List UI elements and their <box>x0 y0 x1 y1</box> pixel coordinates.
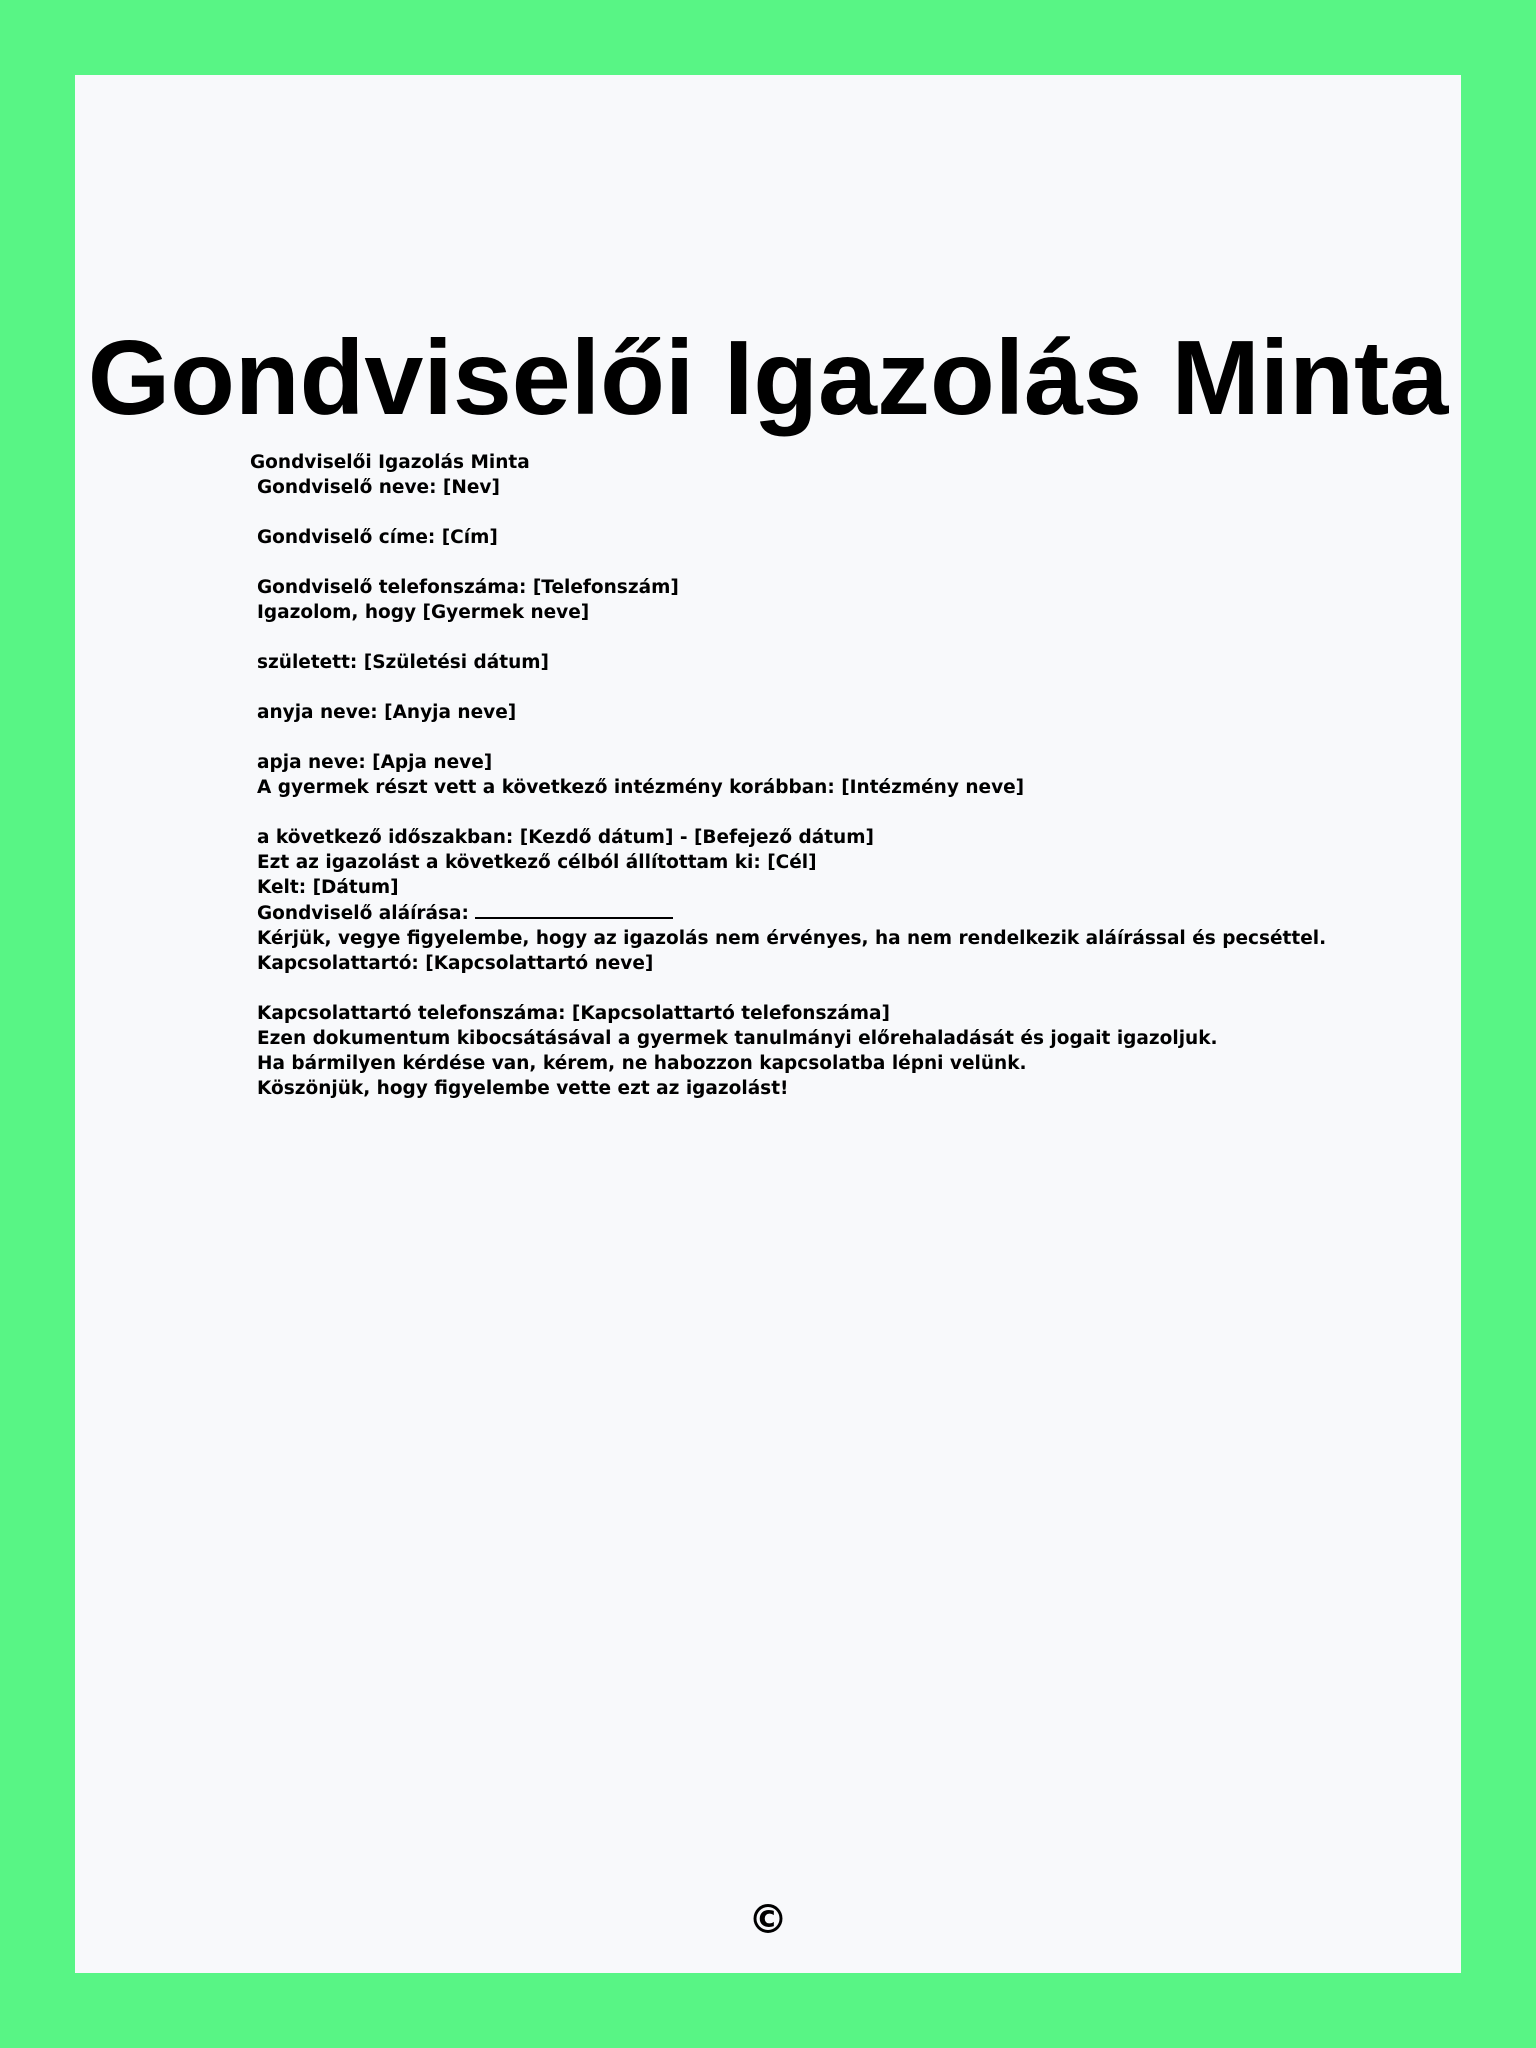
document-paper <box>75 75 1461 1973</box>
certify-child-line: Igazolom, hogy [Gyermek neve] <box>257 602 590 623</box>
spacer <box>250 625 1350 650</box>
spacer <box>250 550 1350 575</box>
questions-line: Ha bármilyen kérdése van, kérem, ne habozzon kapcsolatba lépni velünk. <box>257 1053 1027 1074</box>
father-name-line: apja neve: [Apja neve] <box>257 752 493 773</box>
birth-date-line: született: [Születési dátum] <box>257 652 550 673</box>
spacer <box>250 725 1350 750</box>
document-title: Gondviselői Igazolás Minta <box>87 319 1449 437</box>
spacer <box>250 675 1350 700</box>
spacer <box>250 976 1350 1001</box>
statement-line: Ezen dokumentum kibocsátásával a gyermek tanulmányi előrehaladását és jogait igazoljuk. <box>257 1028 1218 1049</box>
inner-title: Gondviselői Igazolás Minta <box>250 452 530 473</box>
signature-blank <box>475 900 673 919</box>
validity-note-line: Kérjük, vegye figyelembe, hogy az igazolás nem érvényes, ha nem rendelkezik aláírással és pecséttel. <box>257 928 1327 949</box>
institution-line: A gyermek részt vett a következő intézmény korábban: [Intézmény neve] <box>257 777 1025 798</box>
signature-label: Gondviselő aláírása: <box>257 903 476 924</box>
date-line: Kelt: [Dátum] <box>257 877 399 898</box>
document-body <box>250 450 1350 1101</box>
guardian-name-line: Gondviselő neve: [Nev] <box>257 477 500 498</box>
guardian-address-line: Gondviselő címe: [Cím] <box>257 527 498 548</box>
contact-phone-line: Kapcsolattartó telefonszáma: [Kapcsolattartó telefonszáma] <box>257 1003 890 1024</box>
period-line: a következő időszakban: [Kezdő dátum] - [Befejező dátum] <box>257 827 874 848</box>
contact-person-line: Kapcsolattartó: [Kapcsolattartó neve] <box>257 953 654 974</box>
mother-name-line: anyja neve: [Anyja neve] <box>257 702 517 723</box>
spacer <box>250 800 1350 825</box>
thanks-line: Köszönjük, hogy figyelembe vette ezt az igazolást! <box>257 1078 789 1099</box>
guardian-phone-line: Gondviselő telefonszáma: [Telefonszám] <box>257 577 679 598</box>
copyright-icon: © <box>748 1897 788 1943</box>
spacer <box>250 500 1350 525</box>
signature-line-row <box>250 900 1350 926</box>
purpose-line: Ezt az igazolást a következő célból állítottam ki: [Cél] <box>257 852 817 873</box>
